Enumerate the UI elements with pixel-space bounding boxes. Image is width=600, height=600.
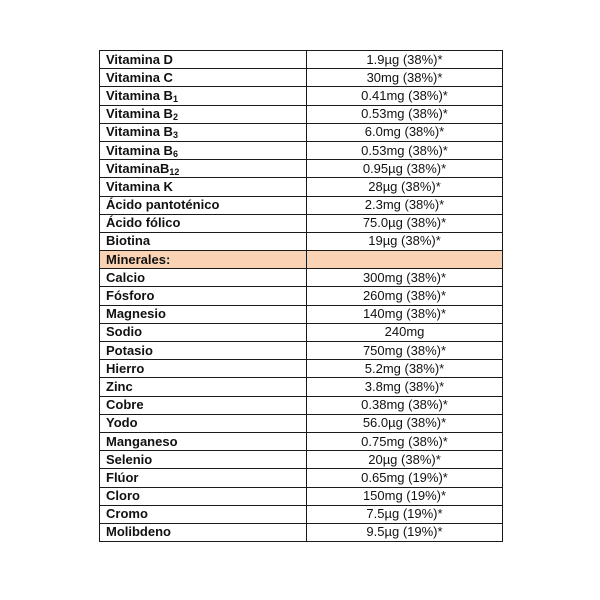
nutrient-value-cell [307,69,503,87]
nutrient-value: 140mg (38%)* [362,306,447,322]
nutrient-name-cell [100,160,307,178]
nutrient-name-cell [100,214,307,232]
nutrient-value: 2.3mg (38%)* [364,197,445,213]
nutrient-value-cell [307,523,503,541]
nutrient-name-vitamina-d: Vitamina D [106,51,173,67]
nutrient-subscript: 2 [172,112,178,123]
nutrient-value-cell [307,487,503,505]
nutrient-value-cell [307,178,503,196]
nutrient-name-cell [100,123,307,141]
nutrient-name-cell [100,523,307,541]
nutrient-value-cell [307,469,503,487]
nutrient-name-cell [100,396,307,414]
nutrient-name-cell [100,469,307,487]
nutrient-name-fluor: Flúor [106,469,139,485]
table-row [100,160,503,178]
nutrient-value-cell [307,505,503,523]
nutrient-value: 6.0mg (38%)* [364,124,445,140]
nutrient-name-fosforo: Fósforo [106,288,155,304]
nutrient-name-minerales: Minerales: [106,251,171,267]
nutrient-value: 19µg (38%)* [368,233,441,249]
table-row [100,214,503,232]
nutrient-name-hierro: Hierro [106,360,145,376]
nutrient-value-cell [307,141,503,159]
nutrient-value-cell [307,214,503,232]
nutrient-name-cobre: Cobre [106,397,144,413]
nutrient-value: 240mg [384,324,425,340]
nutrient-name-vitamina-b2: Vitamina B [106,106,173,122]
nutrient-name-vitamina-b1: Vitamina B [106,87,173,103]
table-row [100,432,503,450]
nutrient-name-cromo: Cromo [106,506,148,522]
nutrient-name-cell [100,141,307,159]
nutrient-value: 7.5µg (19%)* [366,506,443,522]
table-row [100,342,503,360]
nutrient-subscript: 1 [172,93,178,104]
nutrient-name-magnesio: Magnesio [106,306,166,322]
nutrient-name-selenio: Selenio [106,451,153,467]
nutrient-name-yodo: Yodo [106,415,138,431]
table-row [100,141,503,159]
nutrient-value-cell [307,287,503,305]
table-row [100,69,503,87]
nutrient-value-cell [307,105,503,123]
nutrient-name-cell [100,323,307,341]
nutrient-value: 56.0µg (38%)* [362,415,447,431]
nutrient-value-cell [307,342,503,360]
nutrient-value: 0.53mg (38%)* [361,142,448,158]
nutrient-subscript: 12 [169,166,180,177]
nutrient-name-cell [100,287,307,305]
nutrient-name-cell [100,232,307,250]
nutrient-subscript: 3 [172,130,178,141]
nutrient-value: 20µg (38%)* [368,451,441,467]
table-row [100,87,503,105]
nutrient-value: 9.5µg (19%)* [366,524,443,540]
nutrient-value-cell [307,160,503,178]
nutrient-name-cell [100,105,307,123]
nutrient-value: 0.53mg (38%)* [361,106,448,122]
nutrient-name-manganeso: Manganeso [106,433,178,449]
table-row [100,469,503,487]
nutrient-value: 0.95µg (38%)* [362,160,447,176]
table-row [100,305,503,323]
table-row [100,414,503,432]
nutrient-name-cloro: Cloro [106,488,140,504]
nutrient-value-cell [307,123,503,141]
nutrient-value-cell [307,51,503,69]
nutrition-table-body [100,51,503,542]
nutrient-value-cell [307,305,503,323]
nutrient-name-cell [100,251,307,269]
nutrient-name-cell [100,269,307,287]
nutrient-value: 300mg (38%)* [362,269,447,285]
nutrient-name-cell [100,432,307,450]
table-row [100,396,503,414]
nutrient-value: 150mg (19%)* [362,488,447,504]
nutrient-value: 0.41mg (38%)* [361,87,448,103]
nutrient-name-cell [100,414,307,432]
nutrient-value: 0.75mg (38%)* [361,433,448,449]
table-row [100,378,503,396]
nutrient-value: 0.65mg (19%)* [361,469,448,485]
table-row [100,269,503,287]
nutrient-name-cell [100,505,307,523]
nutrient-name-acido-pantotenico: Ácido pantoténico [106,197,220,213]
nutrient-value-cell [307,269,503,287]
nutrient-name-zinc: Zinc [106,378,133,394]
nutrient-name-cell [100,196,307,214]
nutrient-name-cell [100,305,307,323]
section-header-row [100,251,503,269]
table-row [100,287,503,305]
table-row [100,487,503,505]
nutrient-name-potasio: Potasio [106,342,153,358]
nutrient-name-vitamina-b3: Vitamina B [106,124,173,140]
nutrient-value: 750mg (38%)* [362,342,447,358]
nutrient-subscript: 6 [172,148,178,159]
nutrient-name-cell [100,178,307,196]
nutrient-value-cell [307,323,503,341]
nutrient-value-cell [307,251,503,269]
nutrient-value: 0.38mg (38%)* [361,397,448,413]
table-row [100,523,503,541]
table-row [100,232,503,250]
table-row [100,505,503,523]
nutrient-value-cell [307,87,503,105]
nutrient-name-cell [100,69,307,87]
nutrient-value: 1.9µg (38%)* [366,51,443,67]
nutrient-name-cell [100,51,307,69]
nutrient-value-cell [307,414,503,432]
nutrient-name-sodio: Sodio [106,324,143,340]
nutrient-value-cell [307,196,503,214]
nutrient-value: 75.0µg (38%)* [362,215,447,231]
table-row [100,178,503,196]
nutrient-value: 28µg (38%)* [368,178,441,194]
table-row [100,51,503,69]
nutrient-value: 5.2mg (38%)* [364,360,445,376]
nutrition-table [99,50,503,542]
nutrient-value-cell [307,378,503,396]
nutrient-value-cell [307,360,503,378]
nutrient-value-cell [307,396,503,414]
nutrient-name-vitaminab12: VitaminaB [106,160,170,176]
table-row [100,105,503,123]
table-row [100,196,503,214]
nutrient-value: 30mg (38%)* [366,69,443,85]
nutrient-name-vitamina-c: Vitamina C [106,69,173,85]
nutrient-name-cell [100,451,307,469]
nutrient-name-cell [100,342,307,360]
nutrient-name-acido-folico: Ácido fólico [106,215,181,231]
nutrient-value-cell [307,451,503,469]
nutrient-name-cell [100,87,307,105]
table-row [100,360,503,378]
nutrient-name-cell [100,378,307,396]
nutrient-name-cell [100,360,307,378]
nutrient-value: 3.8mg (38%)* [364,378,445,394]
nutrient-name-biotina: Biotina [106,233,151,249]
table-row [100,323,503,341]
table-row [100,123,503,141]
nutrient-name-vitamina-b6: Vitamina B [106,142,173,158]
nutrient-name-cell [100,487,307,505]
nutrient-value-cell [307,432,503,450]
nutrient-value: 260mg (38%)* [362,288,447,304]
nutrient-name-calcio: Calcio [106,269,146,285]
nutrient-name-vitamina-k: Vitamina K [106,178,173,194]
table-row [100,451,503,469]
nutrient-name-molibdeno: Molibdeno [106,524,171,540]
nutrient-value-cell [307,232,503,250]
